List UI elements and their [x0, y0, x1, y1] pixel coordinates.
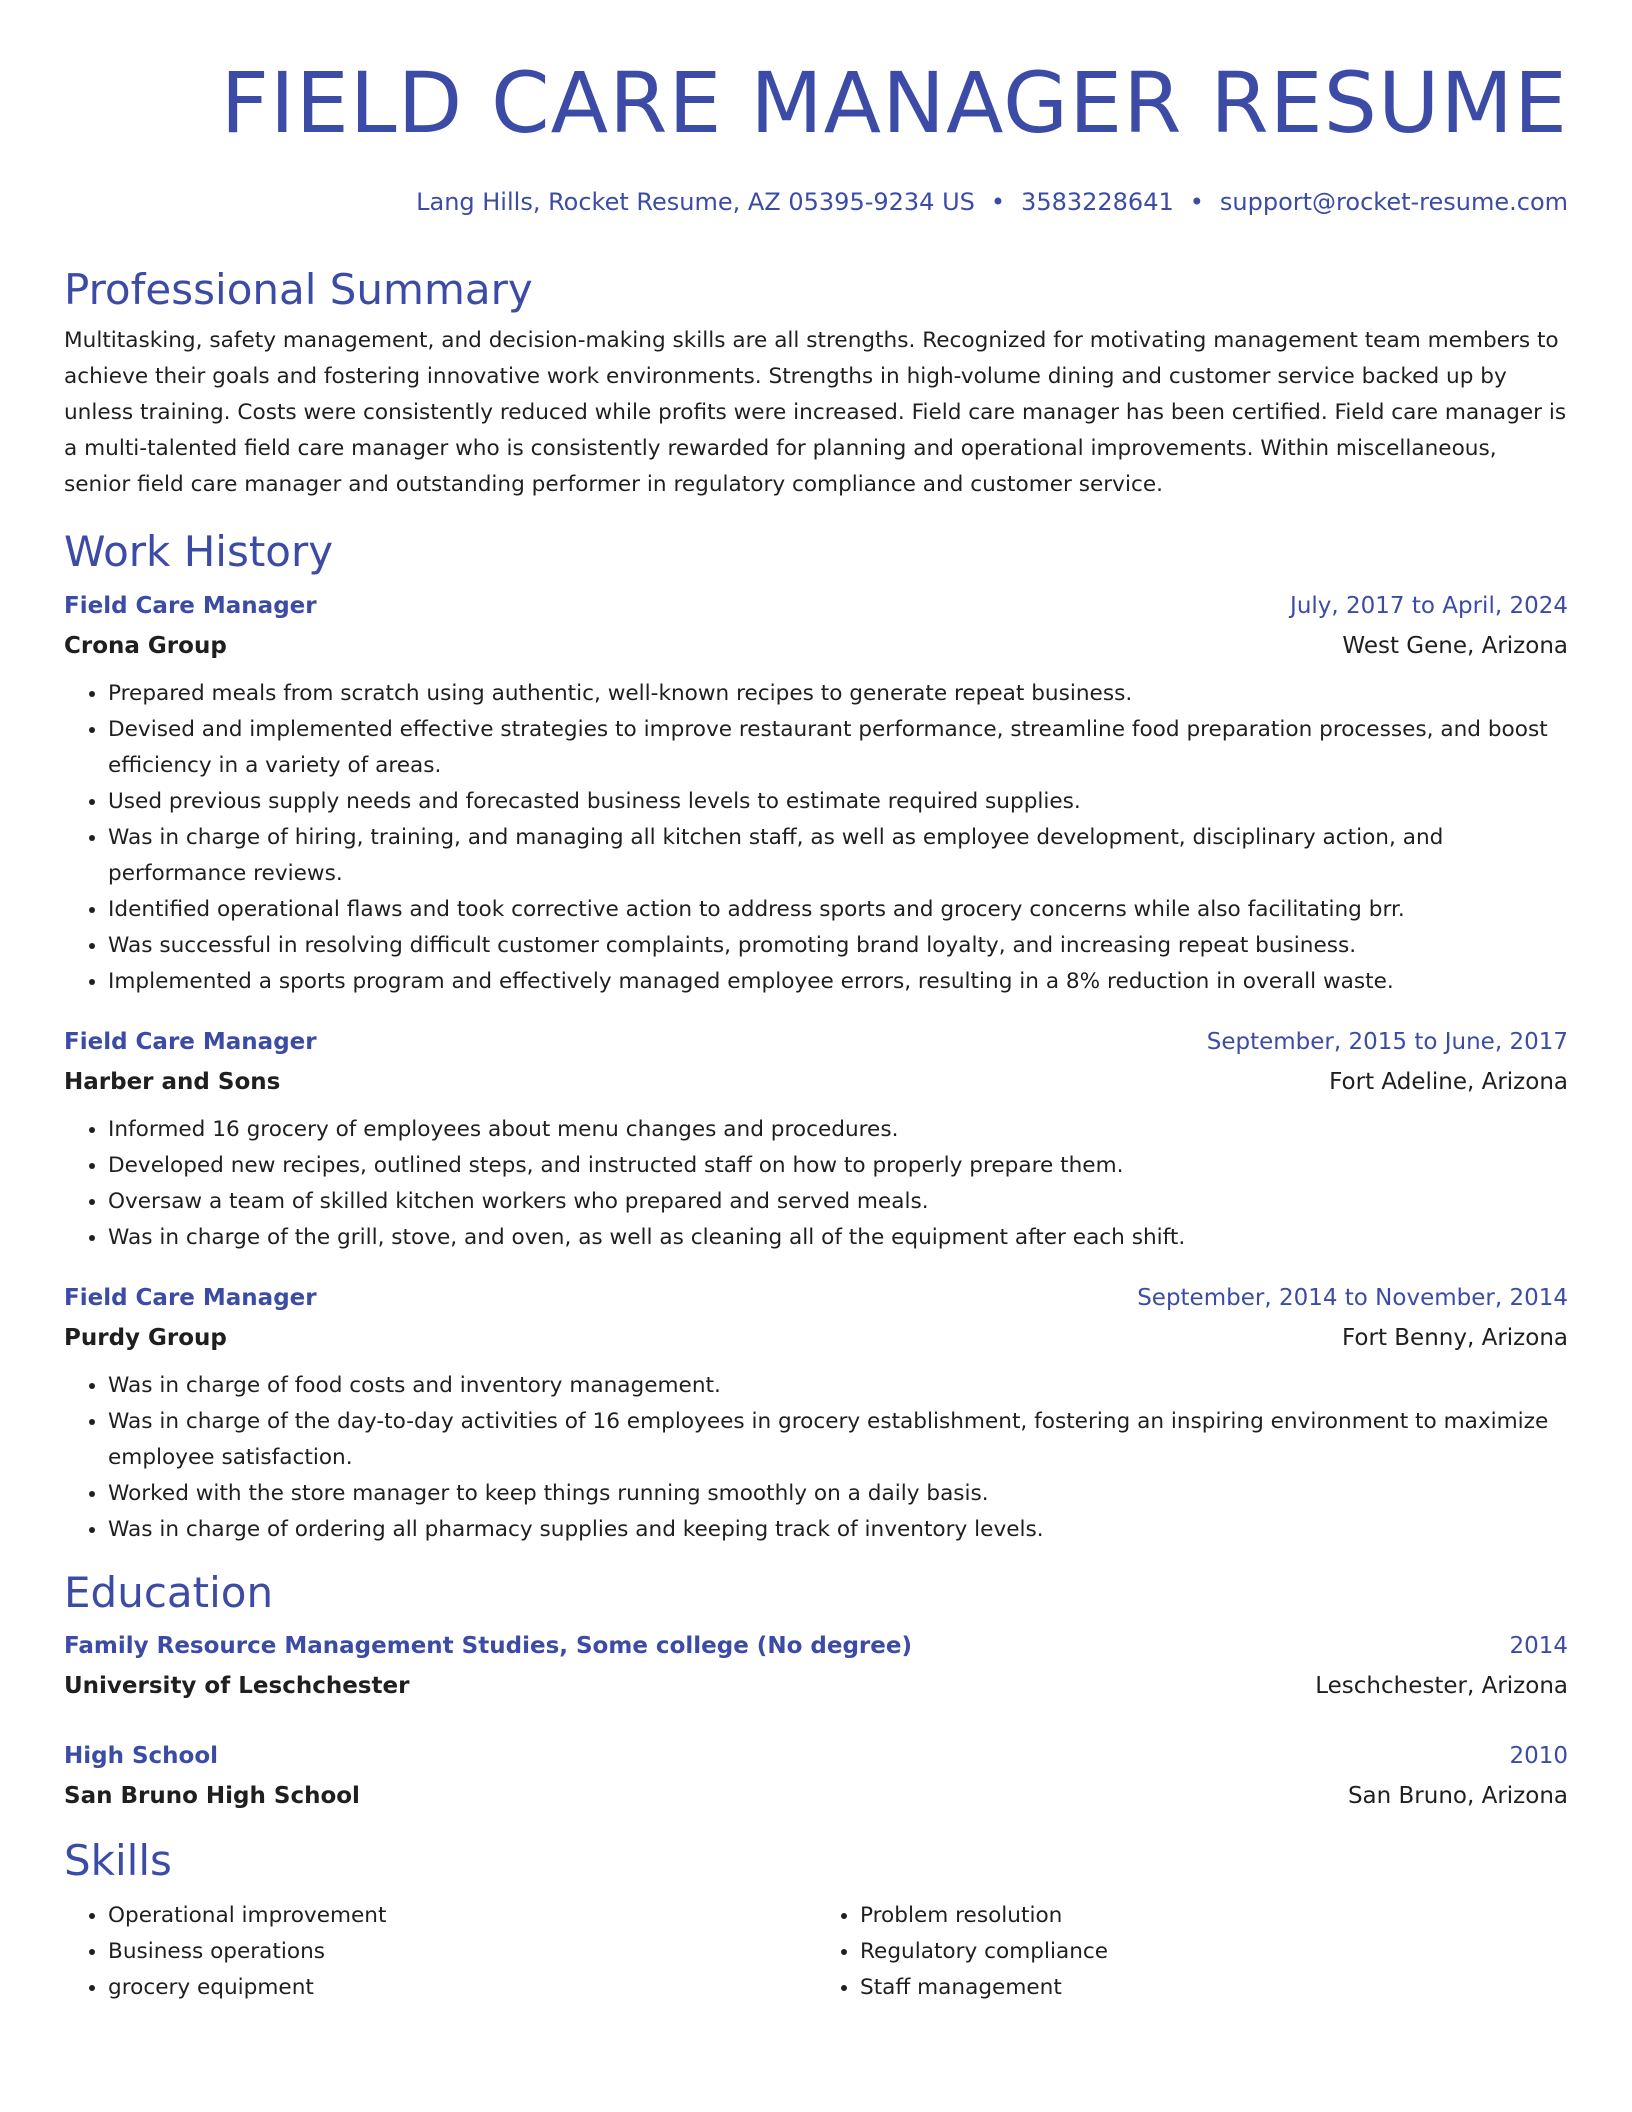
skill-item: • Regulatory compliance [860, 1934, 1568, 1970]
bullet-item: • Implemented a sports program and effectively managed employee errors, resulting in a 8% reduction in overall waste. [108, 964, 1568, 1000]
bullet-item: • Was in charge of ordering all pharmacy supplies and keeping track of inventory levels. [108, 1512, 1568, 1548]
job-entry [64, 1278, 1568, 1548]
bullet-item: • Identified operational flaws and took corrective action to address sports and grocery concerns while also facilitating brr. [108, 892, 1568, 928]
skills-list [64, 1898, 1568, 2006]
summary-text: Multitasking, safety management, and decision-making skills are all strengths. Recognized for motivating management team members to achieve their goals and fostering innovative work environments. Strengths in high-volume dining and customer service backed up by unless training. Costs were consistently reduced while profits were increased. Field care manager has been certified. Field care manager is a multi-talented field care manager who is consistently rewarded for planning and operational improvements. Within miscellaneous, senior field care manager and outstanding performer in regulatory compliance and customer service. [64, 328, 1567, 498]
school-location: Leschchester, Arizona [1315, 1672, 1568, 1699]
job-bullets [64, 676, 1568, 1000]
skill-item: • Staff management [860, 1970, 1568, 2006]
phone: 3583228641 [1021, 188, 1174, 216]
bullet-item: • Was in charge of hiring, training, and managing all kitchen staff, as well as employee development, disciplinary action, and performance reviews. [108, 820, 1568, 892]
job-dates: September, 2014 to November, 2014 [1137, 1284, 1568, 1311]
degree: Family Resource Management Studies, Some college (No degree) [64, 1632, 912, 1659]
resume-title: FIELD CARE MANAGER RESUME [220, 54, 1568, 152]
email-link[interactable]: support@rocket-resume.com [1219, 188, 1568, 216]
address: Lang Hills, Rocket Resume, AZ 05395-9234 US [416, 188, 975, 216]
section-heading-education: Education [64, 1567, 274, 1617]
job-location: West Gene, Arizona [1342, 632, 1568, 659]
bullet-item: • Devised and implemented effective strategies to improve restaurant performance, streamline food preparation processes, and boost efficiency in a variety of areas. [108, 712, 1568, 784]
skill-item: • grocery equipment [108, 1970, 816, 2006]
section-heading-skills: Skills [64, 1835, 172, 1885]
bullet-item: • Developed new recipes, outlined steps, and instructed staff on how to properly prepare them. [108, 1148, 1568, 1184]
company-name: Harber and Sons [64, 1068, 281, 1095]
job-bullets [64, 1112, 1568, 1256]
job-location: Fort Adeline, Arizona [1329, 1068, 1568, 1095]
school-location: San Bruno, Arizona [1347, 1782, 1568, 1809]
company-name: Crona Group [64, 632, 227, 659]
education-entry [64, 1626, 1568, 1706]
job-bullets [64, 1368, 1568, 1548]
skills-column-left [64, 1898, 816, 2006]
job-title: Field Care Manager [64, 1284, 317, 1311]
bullet-item: • Was in charge of the day-to-day activities of 16 employees in grocery establishment, fostering an inspiring environment to maximize employee satisfaction. [108, 1404, 1568, 1476]
skill-item: • Business operations [108, 1934, 816, 1970]
resume-page [64, 0, 1568, 2006]
job-dates: September, 2015 to June, 2017 [1206, 1028, 1568, 1055]
bullet-item: • Oversaw a team of skilled kitchen workers who prepared and served meals. [108, 1184, 1568, 1220]
separator-dot: • [1189, 188, 1204, 216]
bullet-item: • Used previous supply needs and forecasted business levels to estimate required supplies. [108, 784, 1568, 820]
bullet-item: • Was successful in resolving difficult customer complaints, promoting brand loyalty, and increasing repeat business. [108, 928, 1568, 964]
bullet-item: • Was in charge of food costs and inventory management. [108, 1368, 1568, 1404]
job-entry [64, 1022, 1568, 1256]
job-dates: July, 2017 to April, 2024 [1290, 592, 1568, 619]
bullet-item: • Prepared meals from scratch using authentic, well-known recipes to generate repeat business. [108, 676, 1568, 712]
bullet-item: • Was in charge of the grill, stove, and oven, as well as cleaning all of the equipment after each shift. [108, 1220, 1568, 1256]
bullet-item: • Informed 16 grocery of employees about menu changes and procedures. [108, 1112, 1568, 1148]
job-location: Fort Benny, Arizona [1342, 1324, 1568, 1351]
job-entry [64, 586, 1568, 1000]
skills-column-right [816, 1898, 1568, 2006]
school-name: San Bruno High School [64, 1782, 360, 1809]
bullet-item: • Worked with the store manager to keep things running smoothly on a daily basis. [108, 1476, 1568, 1512]
school-name: University of Leschchester [64, 1672, 410, 1699]
skill-item: • Problem resolution [860, 1898, 1568, 1934]
skill-item: • Operational improvement [108, 1898, 816, 1934]
job-title: Field Care Manager [64, 592, 317, 619]
contact-line [64, 188, 1568, 217]
degree: High School [64, 1742, 219, 1769]
section-heading-summary: Professional Summary [64, 264, 533, 314]
company-name: Purdy Group [64, 1324, 227, 1351]
job-title: Field Care Manager [64, 1028, 317, 1055]
graduation-year: 2010 [1509, 1742, 1568, 1769]
separator-dot: • [990, 188, 1006, 216]
education-entry [64, 1736, 1568, 1816]
graduation-year: 2014 [1509, 1632, 1568, 1659]
section-heading-work: Work History [64, 527, 334, 577]
